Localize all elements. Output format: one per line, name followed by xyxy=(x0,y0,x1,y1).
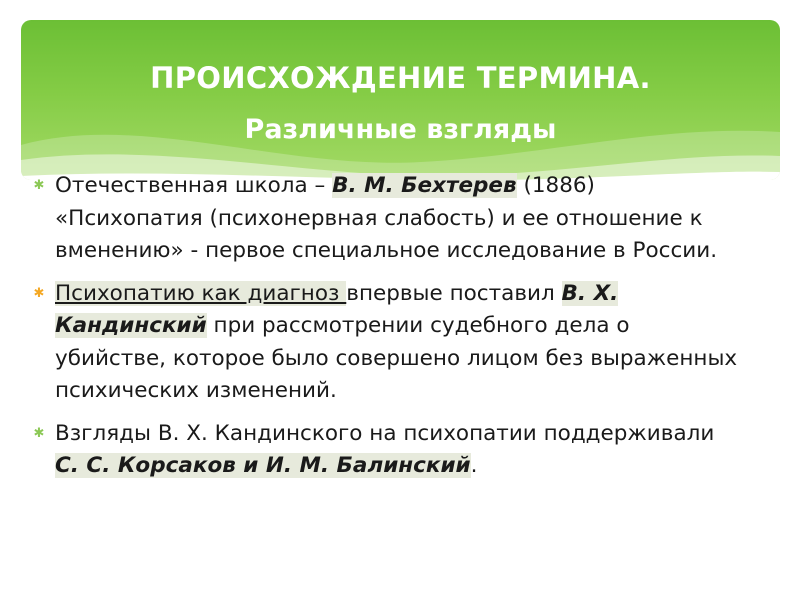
bullet-item xyxy=(30,170,740,268)
bullet-text: (1886) «Психопатия (психонервная слабость) и ее отношение к вменению» - первое специальное исследование в России. xyxy=(55,173,718,263)
asterisk-bullet-icon: ✱ xyxy=(33,178,45,193)
bullet-text: впервые поставил xyxy=(346,280,562,306)
bullet-text: Отечественная школа – xyxy=(55,173,333,198)
bullet-text: при рассмотрении судебного дела о убийстве, которое было совершено лицом без выраженных психических изменений. xyxy=(55,313,738,403)
slide-subtitle: Различные взгляды xyxy=(244,114,557,145)
bullet-item xyxy=(30,418,740,483)
highlighted-name: В. М. Бехтерев xyxy=(332,173,517,198)
highlighted-name: В. Х. Кандинский xyxy=(55,280,619,338)
bullet-text: . xyxy=(470,453,478,478)
underlined-term: Психопатию как диагноз xyxy=(55,280,347,306)
banner-wave-decoration xyxy=(21,20,780,180)
asterisk-bullet-icon: ✱ xyxy=(33,285,45,301)
title-banner xyxy=(21,20,780,180)
bullet-item xyxy=(30,278,740,408)
bullet-list xyxy=(30,170,740,493)
slide-title: ПРОИСХОЖДЕНИЕ ТЕРМИНА. xyxy=(150,61,651,95)
highlighted-name: С. С. Корсаков и И. М. Балинский xyxy=(55,453,471,478)
bullet-text: Взгляды В. Х. Кандинского на психопатии поддерживали xyxy=(55,420,715,446)
asterisk-bullet-icon: ✱ xyxy=(33,425,45,441)
